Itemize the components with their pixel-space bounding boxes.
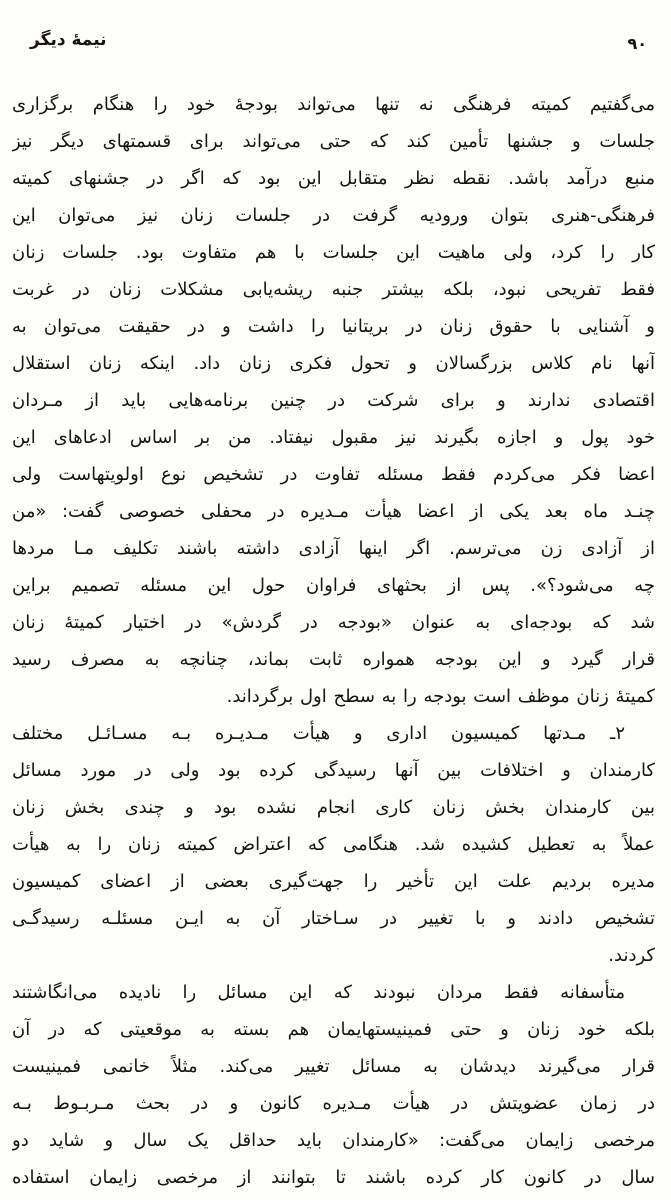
text-line: اعضا فکر می‌کردم فقط مسئله تفاوت در تشخیص نوع اولویتهاست ولی: [12, 464, 655, 485]
text-line: خود پول و اجازه بگیرند نیز مقبول نیفتاد. من بر اساس ادعاهای این: [12, 427, 655, 448]
text-line: و آشنایی با حقوق زنان در بریتانیا را داشت و در حقیقت می‌توان به: [12, 316, 655, 337]
text-body: [12, 86, 655, 1196]
text-line: چنـد ماه بعد یکی از اعضا هیأت مـدیره در محفلی خصوصی گفت: «من: [12, 501, 655, 522]
text-line: اقتصادی ندارند و برای شرکت در چنین برنامه‌هایی باید از مـردان: [12, 390, 655, 411]
text-line: قرار می‌گیرند دیدشان به مسائل تغییر می‌کند. مثلاً خانمی فمینیست: [12, 1056, 655, 1077]
text-line: چه می‌شود؟». پس از بحثهای فراوان حول این مسئله تصمیم براین: [12, 575, 655, 596]
text-line: کارمندان و اختلافات بین آنها رسیدگی کرده بود ولی در مورد مسائل: [12, 760, 655, 781]
text-line: جلسات و جشنها تأمین کند که حتی می‌تواند برای قسمتهای دیگر نیز: [12, 131, 655, 152]
text-line-paragraph-start: متأسفانه فقط مردان نبودند که این مسائل را نادیده می‌انگاشتند: [12, 982, 625, 1003]
text-line: منبع درآمد باشد. نقطه نظر متقابل این بود که اگر در جشنهای کمیته: [12, 168, 655, 189]
text-line: قرار گیرد و این بودجه همواره ثابت بماند، چنانچه به مصرف رسید: [12, 649, 655, 670]
page-header: [30, 30, 647, 53]
text-line: می‌گفتیم کمیته فرهنگی نه تنها می‌تواند بودجهٔ خود را هنگام برگزاری: [12, 94, 655, 115]
text-line: از آزادی زن می‌ترسم. اگر اینها آزادی داشته باشند تکلیف مـا مردها: [12, 538, 655, 559]
text-line: تشخیص دادند و با تغییر در سـاختار آن به ایـن مسئلـه رسیدگـی: [12, 908, 655, 929]
text-line: عملاً به تعطیل کشیده شد. هنگامی که اعتراض کمیته زنان را به هیأت: [12, 834, 655, 855]
text-line: شد که بودجه‌ای به عنوان «بودجه در گردش» در اختیار کمیتهٔ زنان: [12, 612, 655, 633]
text-line: مدیره بردیم علت این تأخیر را جهت‌گیری بعضی از اعضای کمیسیون: [12, 871, 655, 892]
text-line-paragraph-start: ۲ـ مـدتها کمیسیون اداری و هیأت مـدیـره بـه مسـائـل مختلف: [12, 723, 625, 744]
text-line: بلکه خود زنان و حتی فمینیستهایمان هم بسته به موقعیتی که در آن: [12, 1019, 655, 1040]
text-line: فقط تفریحی نبود، بلکه بیشتر جنبه ریشه‌یابی مشکلات زنان در غربت: [12, 279, 655, 300]
text-line-paragraph-end: کردند.: [608, 945, 655, 966]
text-line: کار را کرد، ولی ماهیت این جلسات با هم متفاوت بود. جلسات زنان: [12, 242, 655, 263]
text-line-paragraph-end: کمیتهٔ زنان موظف است بودجه را به سطح اول برگرداند.: [226, 686, 655, 707]
journal-title: نیمهٔ دیگر: [30, 30, 107, 50]
text-line: سال در کانون کار کرده باشند تا بتوانند از مرخصی زایمان استفاده: [12, 1167, 655, 1188]
text-line: آنها نام کلاس بزرگسالان و تحول فکری زنان داد. اینکه زنان استقلال: [12, 353, 655, 374]
page-number: ۹۰: [627, 34, 647, 53]
text-line: مرخصی زایمان می‌گفت: «کارمندان باید حداقل یک سال و شاید دو: [12, 1130, 655, 1151]
text-line: فرهنگی-هنری بتوان ورودیه گرفت در جلسات زنان نیز می‌توان این: [12, 205, 655, 226]
text-line: در زمان عضویتش در هیأت مـدیره کانون و در بحث مـربـوط بـه: [12, 1093, 655, 1114]
text-line: بین کارمندان بخش زنان کاری انجام نشده بود و چندی بخش زنان: [12, 797, 655, 818]
